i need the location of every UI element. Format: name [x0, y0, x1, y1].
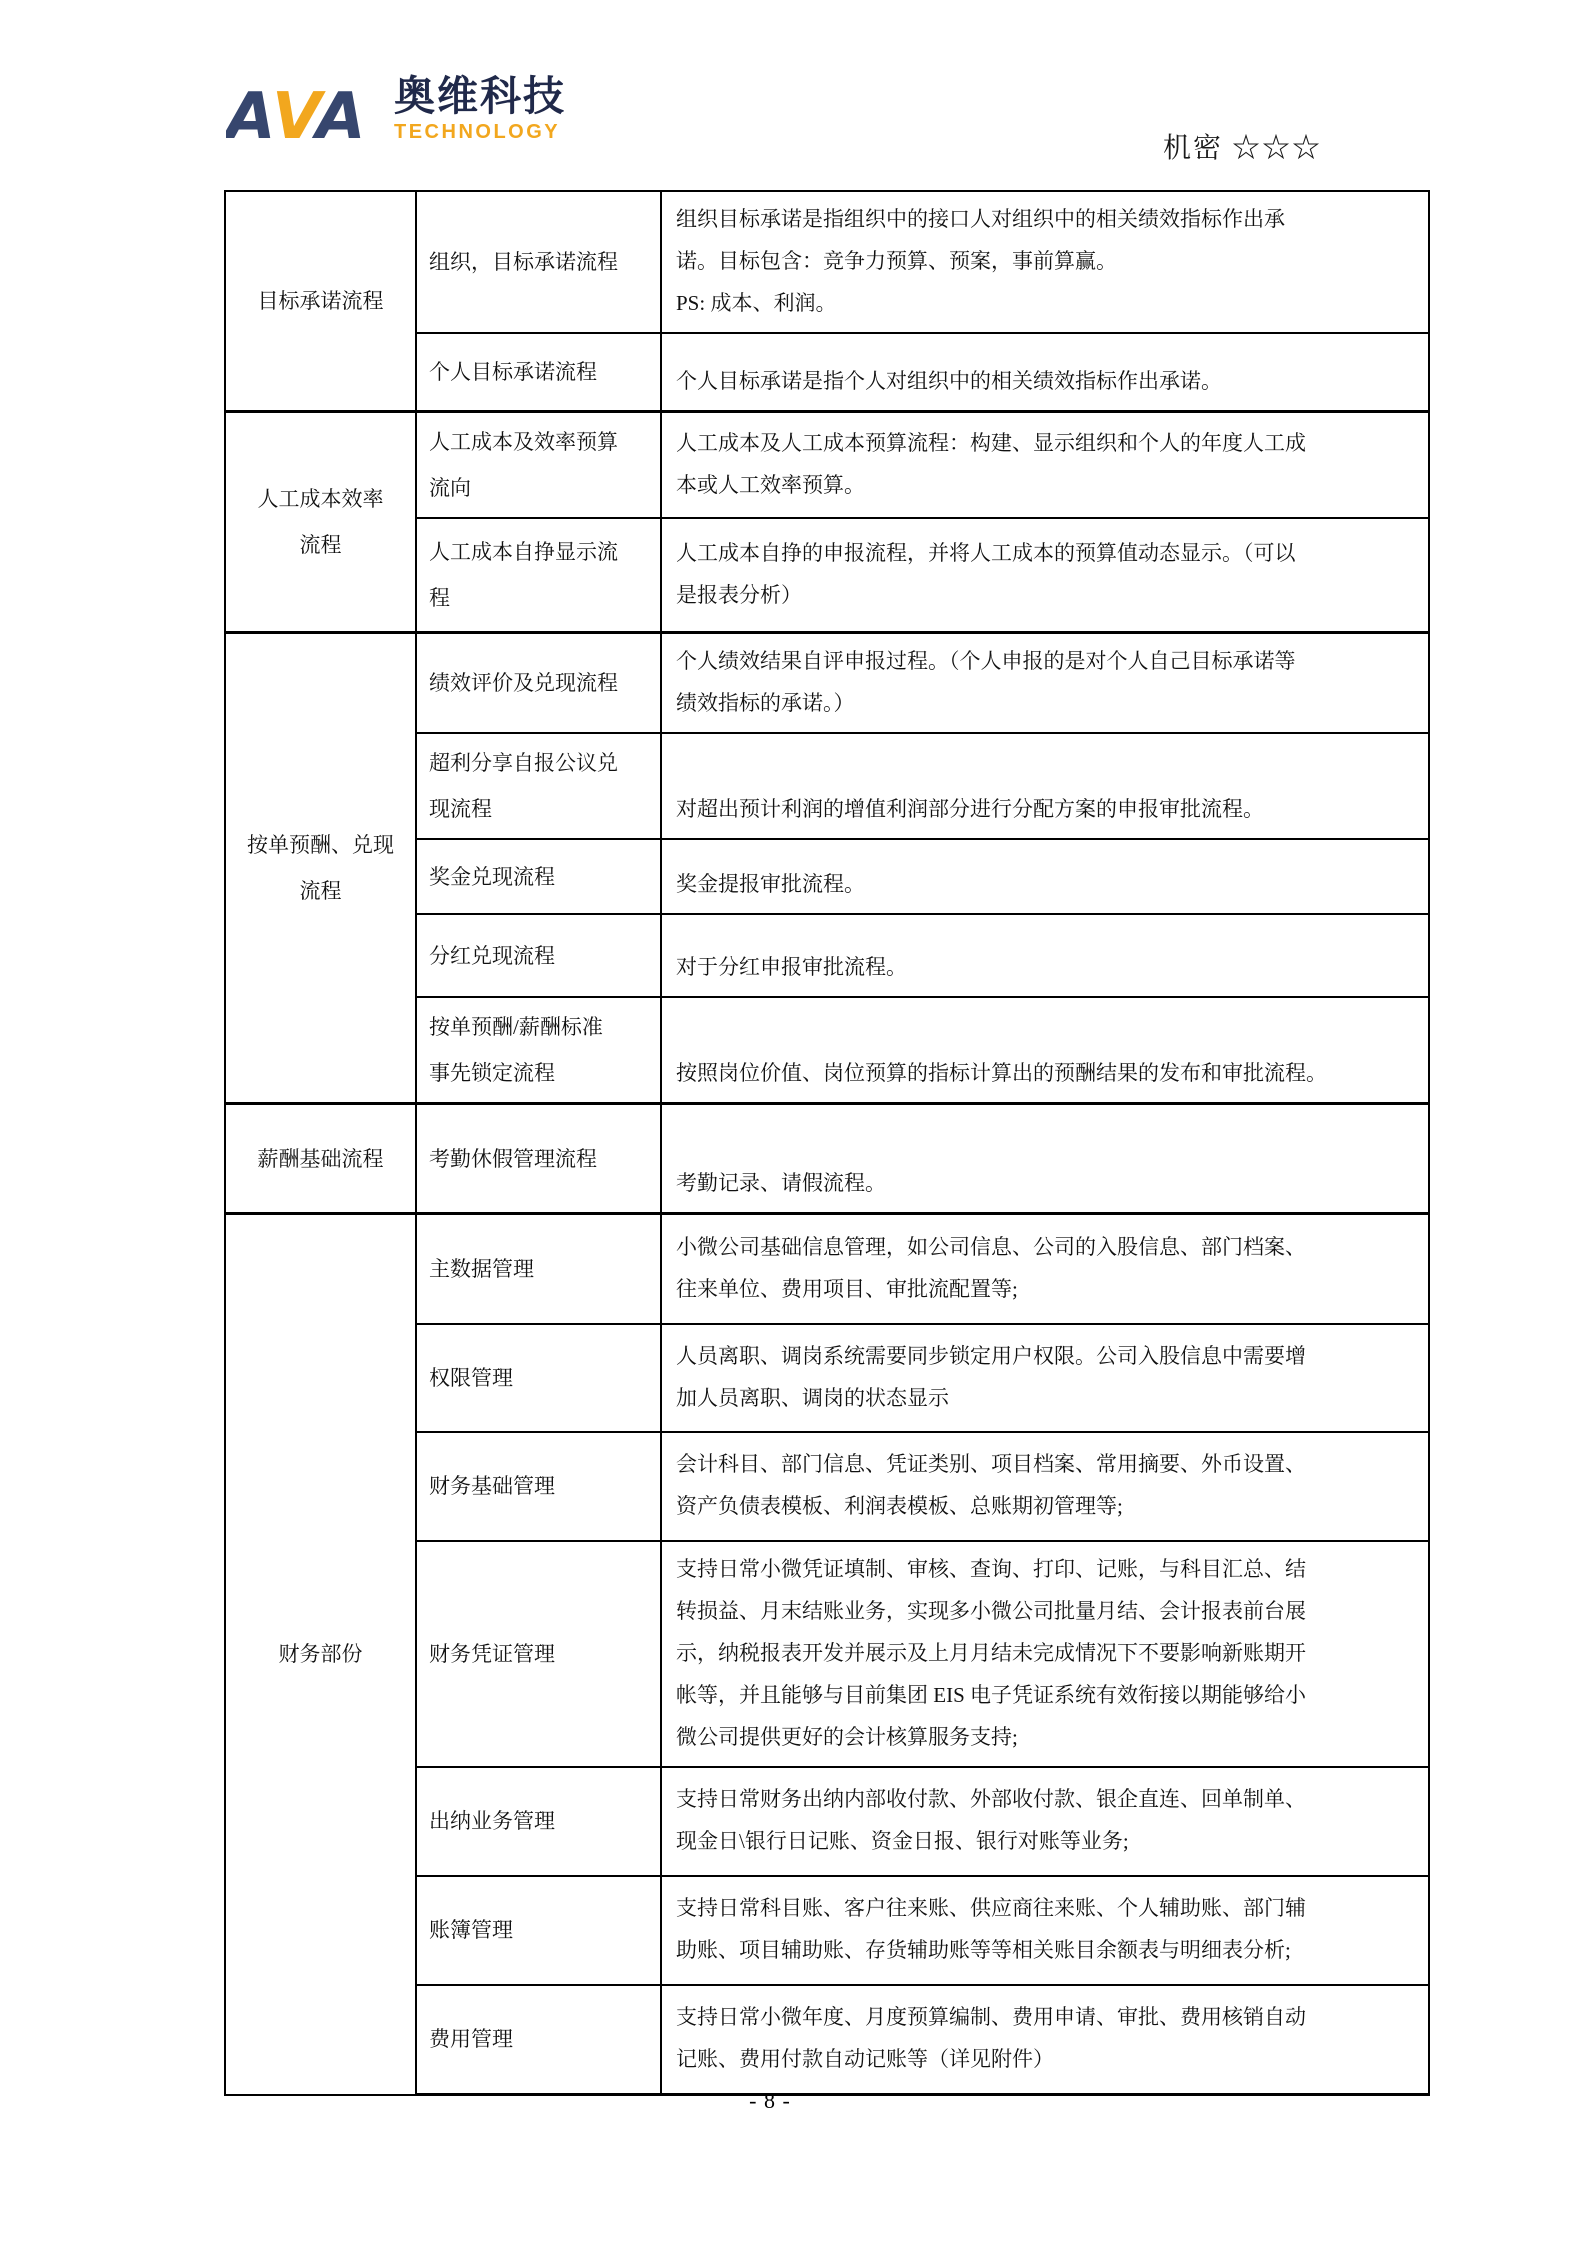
process-description-line: 加人员离职、调岗的状态显示	[676, 1385, 949, 1410]
process-description-cell	[661, 191, 1429, 333]
process-name-line: 超利分享自报公议兑	[429, 751, 618, 775]
process-name-cell	[416, 914, 661, 997]
classification-label: 机密 ☆☆☆	[1163, 133, 1323, 164]
process-name-cell	[416, 1104, 661, 1214]
logo-company-name: 奥维科技	[394, 73, 566, 119]
process-name-cell	[416, 191, 661, 333]
process-name-cell	[416, 518, 661, 633]
process-name-line: 账簿管理	[429, 1918, 513, 1942]
svg-text:A: A	[226, 80, 276, 152]
process-description-cell	[661, 997, 1429, 1104]
process-description-cell	[661, 1767, 1429, 1876]
category-cell	[225, 191, 416, 411]
process-description-line: 助账、项目辅助账、存货辅助账等等相关账目余额表与明细表分析;	[676, 1938, 1291, 1962]
process-description-line: 资产负债表模板、利润表模板、总账期初管理等;	[676, 1494, 1123, 1518]
process-description-cell	[661, 633, 1429, 734]
process-description-cell	[661, 1432, 1429, 1541]
process-name-cell	[416, 1432, 661, 1541]
process-name-cell	[416, 1541, 661, 1767]
process-description-line: 组织目标承诺是指组织中的接口人对组织中的相关绩效指标作出承	[676, 207, 1285, 231]
process-name-line: 现流程	[429, 797, 492, 821]
category-cell	[225, 1214, 416, 2095]
process-description-line: 按照岗位价值、岗位预算的指标计算出的预酬结果的发布和审批流程。	[676, 1061, 1327, 1085]
process-description-line: 支持日常科目账、客户往来账、供应商往来账、个人辅助账、部门辅	[676, 1896, 1306, 1920]
process-description-line: 人员离职、调岗系统需要同步锁定用户权限。公司入股信息中需要增	[676, 1343, 1306, 1368]
page-number: - 8 -	[749, 2088, 791, 2113]
process-name-cell	[416, 333, 661, 411]
process-name-line: 组织，目标承诺流程	[429, 250, 618, 274]
process-name-cell	[416, 997, 661, 1104]
table-row	[225, 1104, 1429, 1214]
process-description-line: 往来单位、费用项目、审批流配置等;	[676, 1276, 1018, 1301]
ava-logo-icon	[226, 76, 384, 152]
category-cell	[225, 1104, 416, 1214]
process-name-line: 权限管理	[429, 1365, 513, 1390]
table-row	[225, 1214, 1429, 1324]
category-line: 流程	[299, 879, 342, 903]
process-description-line: 是报表分析）	[676, 582, 802, 607]
process-description-line: 支持日常财务出纳内部收付款、外部收付款、银企直连、回单制单、	[676, 1787, 1306, 1811]
category-cell	[225, 411, 416, 633]
process-description-line: 个人目标承诺是指个人对组织中的相关绩效指标作出承诺。	[676, 368, 1222, 393]
process-name-cell	[416, 1985, 661, 2095]
process-description-cell	[661, 1876, 1429, 1985]
process-description-line: 小微公司基础信息管理，如公司信息、公司的入股信息、部门档案、	[676, 1234, 1306, 1259]
process-table	[224, 190, 1430, 2096]
process-name-line: 主数据管理	[429, 1256, 534, 1281]
table-row	[225, 633, 1429, 734]
process-description-line: 考勤记录、请假流程。	[676, 1171, 886, 1195]
category-line: 目标承诺流程	[257, 288, 384, 313]
process-name-line: 人工成本自挣显示流	[429, 539, 618, 564]
category-line: 财务部份	[278, 1642, 363, 1667]
process-description-cell	[661, 1985, 1429, 2095]
process-description-line: 会计科目、部门信息、凭证类别、项目档案、常用摘要、外币设置、	[676, 1452, 1306, 1476]
process-description-line: 记账、费用付款自动记账等（详见附件）	[676, 2047, 1054, 2072]
process-description-cell	[661, 1214, 1429, 1324]
table-row	[225, 411, 1429, 518]
process-name-line: 财务凭证管理	[429, 1641, 555, 1666]
process-name-cell	[416, 839, 661, 914]
process-description-line: 奖金提报审批流程。	[676, 872, 865, 896]
process-description-line: 微公司提供更好的会计核算服务支持;	[676, 1724, 1018, 1749]
process-name-cell	[416, 1324, 661, 1432]
svg-text:A: A	[316, 80, 366, 152]
process-description-cell	[661, 839, 1429, 914]
process-name-line: 费用管理	[429, 2027, 513, 2052]
process-name-line: 程	[429, 585, 450, 610]
process-description-cell	[661, 1541, 1429, 1767]
logo-company-subtitle: TECHNOLOGY	[394, 121, 561, 143]
process-name-cell	[416, 733, 661, 839]
process-description-cell	[661, 518, 1429, 633]
process-name-line: 出纳业务管理	[429, 1809, 555, 1833]
svg-text:V: V	[272, 80, 322, 152]
process-description-line: 对超出预计利润的增值利润部分进行分配方案的申报审批流程。	[676, 797, 1264, 821]
process-name-line: 流向	[429, 475, 471, 500]
category-cell	[225, 633, 416, 1104]
category-line: 按单预酬、兑现	[247, 833, 394, 857]
process-name-cell	[416, 633, 661, 734]
process-name-line: 财务基础管理	[429, 1474, 555, 1498]
process-description-cell	[661, 411, 1429, 518]
process-name-cell	[416, 411, 661, 518]
process-description-line: 现金日\银行日记账、资金日报、银行对账等业务;	[676, 1829, 1129, 1853]
process-description-line: 支持日常小微凭证填制、审核、查询、打印、记账，与科目汇总、结	[676, 1556, 1306, 1581]
process-description-cell	[661, 733, 1429, 839]
process-description-line: 人工成本自挣的申报流程，并将人工成本的预算值动态显示。（可以	[676, 540, 1296, 565]
process-description-line: 绩效指标的承诺。）	[676, 691, 855, 715]
process-name-line: 人工成本及效率预算	[429, 429, 618, 454]
process-name-line: 分红兑现流程	[429, 943, 555, 968]
process-name-cell	[416, 1767, 661, 1876]
process-name-line: 事先锁定流程	[429, 1061, 555, 1085]
process-name-line: 奖金兑现流程	[429, 864, 555, 889]
process-description-cell	[661, 1324, 1429, 1432]
process-description-line: PS: 成本、利润。	[676, 291, 837, 315]
process-description-line: 人工成本及人工成本预算流程：构建、显示组织和个人的年度人工成	[676, 430, 1306, 455]
process-name-line: 考勤休假管理流程	[429, 1146, 597, 1171]
process-name-line: 绩效评价及兑现流程	[429, 671, 618, 695]
process-name-line: 按单预酬/薪酬标准	[429, 1015, 603, 1039]
company-logo	[226, 73, 566, 152]
process-description-cell	[661, 914, 1429, 997]
process-description-line: 帐等，并且能够与目前集团 EIS 电子凭证系统有效衔接以期能够给小	[676, 1682, 1306, 1707]
process-description-line: 本或人工效率预算。	[676, 472, 865, 497]
process-name-cell	[416, 1214, 661, 1324]
category-line: 人工成本效率	[257, 486, 384, 511]
process-description-line: 个人绩效结果自评申报过程。（个人申报的是对个人自己目标承诺等	[676, 649, 1296, 673]
process-description-line: 支持日常小微年度、月度预算编制、费用申请、审批、费用核销自动	[676, 2005, 1306, 2030]
process-description-cell	[661, 333, 1429, 411]
category-line: 流程	[299, 532, 342, 557]
category-line: 薪酬基础流程	[257, 1146, 384, 1171]
process-name-cell	[416, 1876, 661, 1985]
process-name-line: 个人目标承诺流程	[429, 359, 597, 384]
process-description-line: 示，纳税报表开发并展示及上月月结未完成情况下不要影响新账期开	[676, 1640, 1306, 1665]
process-description-line: 对于分红申报审批流程。	[676, 955, 907, 979]
table-row	[225, 191, 1429, 333]
process-description-line: 转损益、月末结账业务，实现多小微公司批量月结、会计报表前台展	[676, 1598, 1306, 1623]
process-description-cell	[661, 1104, 1429, 1214]
process-description-line: 诺。目标包含：竞争力预算、预案，事前算赢。	[676, 249, 1117, 273]
logo-text	[394, 73, 566, 143]
